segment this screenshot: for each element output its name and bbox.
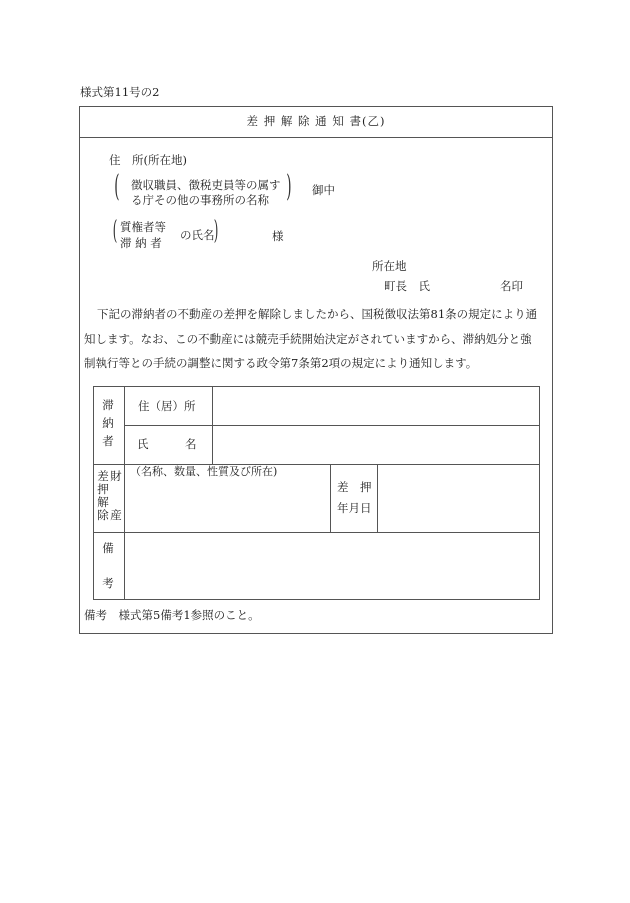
- delinquent-label: 滞 納 者: [102, 398, 114, 448]
- sender-location-label: 所在地: [372, 259, 407, 273]
- table-vline-seizure-left: [330, 464, 331, 532]
- close-paren: ): [213, 216, 219, 246]
- address-row-label: 住（居）所: [138, 399, 196, 413]
- close-paren: ): [286, 169, 292, 204]
- property-note: （名称、数量、性質及び所在): [130, 465, 278, 478]
- body-line-3: 制執行等との手続の調整に関する政令第7条第2項の規定により通知します。: [84, 356, 478, 370]
- name-row-label-2: 名: [185, 437, 197, 451]
- table-vline-left: [124, 386, 125, 600]
- name-row-label-1: 氏: [137, 437, 149, 451]
- name-seal-label: 名印: [500, 279, 523, 293]
- sama-label: 様: [272, 229, 284, 243]
- property-label-col1: 差 押 解 除: [97, 469, 109, 522]
- onchu-label: 御中: [312, 183, 335, 197]
- form-number: 様式第11号の2: [80, 85, 160, 99]
- party-type-line2: 滞 納 者: [120, 236, 162, 250]
- remarks-label: 備 考: [102, 541, 114, 590]
- form-title: 差 押 解 除 通 知 書(乙): [246, 114, 386, 128]
- table-hline-address: [124, 425, 540, 426]
- body-line-2: 知します。なお、この不動産には競売手続開始決定がされていますから、滞納処分と強: [84, 332, 532, 346]
- office-name-line1: 徴収職員、徴税吏員等の属す: [131, 178, 281, 192]
- table-vline-seizure-right: [377, 464, 378, 532]
- title-divider: [79, 137, 553, 138]
- seizure-label-1: 差 押: [337, 480, 372, 494]
- details-table: [93, 386, 540, 600]
- property-label-col2: 財 産: [110, 469, 122, 522]
- office-name-line2: る庁その他の事務所の名称: [131, 193, 269, 207]
- table-hline-property: [93, 532, 540, 533]
- party-name-suffix: の氏名: [180, 228, 215, 242]
- seizure-label-2: 年月日: [337, 501, 372, 515]
- mayor-label: 町長 氏: [384, 279, 430, 293]
- open-paren: (: [114, 169, 120, 204]
- body-line-1: 下記の滞納者の不動産の差押を解除しましたから、国税徴収法第81条の規定により通: [97, 307, 538, 321]
- footer-note: 備考 様式第5備考1参照のこと。: [84, 608, 260, 622]
- open-paren: (: [112, 216, 118, 246]
- address-label: 住 所(所在地): [109, 153, 187, 167]
- party-type-line1: 質権者等: [120, 220, 166, 234]
